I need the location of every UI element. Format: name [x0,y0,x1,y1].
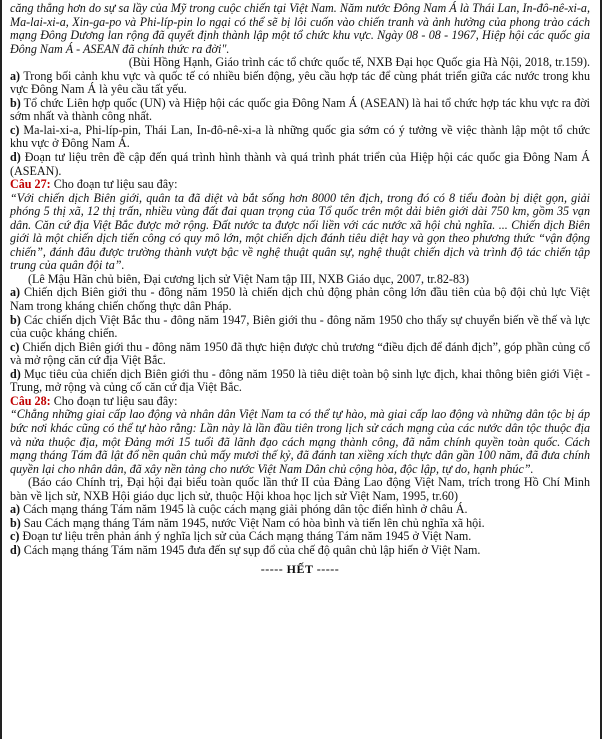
question-27-option-d: d) Mục tiêu của chiến dịch Biên giới thu - đông năm 1950 là tiêu diệt toàn bộ sinh lực địch, khai thông biên giới Việt - Trung, mở rộng và củng cố căn cứ địa Việt Bắc. [10,366,590,395]
question-27-source: (Lê Mậu Hãn chủ biên, Đại cương lịch sử Việt Nam tập III, NXB Giáo dục, 2007, tr.82-83) [28,271,470,286]
question-28-option-d: d) Cách mạng tháng Tám năm 1945 đưa đến sự sụp đổ của chế độ quân chủ lập hiến ở Việt Nam. [10,542,481,557]
question-28-source: (Báo cáo Chính trị, Đại hội đại biểu toàn quốc lần thứ II của Đảng Lao động Việt Nam, trích trong Hồ Chí Minh bàn về lịch sử, NXB Hội giáo dục lịch sử, thuộc Hội khoa học lịch sử Việt Nam, 1995, tr.60) [10,475,590,503]
top-source: (Bùi Hồng Hạnh, Giáo trình các tổ chức quốc tế, NXB Đại học Quốc gia Hà Nội, 2018, tr.159). [128,55,590,70]
question-28-heading [10,395,590,409]
top-quote: căng thẳng hơn do sự sa lầy của Mỹ trong cuộc chiến tại Việt Nam. Năm nước Đông Nam Á là Thái Lan, In-đô-nê-xi-a, Ma-lai-xi-a, Xin-ga-po và Phi-líp-pin lo ngại có thể sẽ bị lôi cuốn vào chiến tranh và ảnh hưởng của phong trào cách mạng Đông Dương lan rộng đã quyết định thành lập một tổ chức khu vực. Ngày 08 - 08 - 1967, Hiệp hội các quốc gia Đông Nam Á - ASEAN đã chính thức ra đời". [10,1,590,56]
question-27-prompt: Cho đoạn tư liệu sau đây: [53,177,178,192]
question-28-option-c: c) Đoạn tư liệu trên phản ánh ý nghĩa lịch sử của Cách mạng tháng Tám năm 1945 ở Việt Nam. [10,529,472,544]
question-27 [10,178,590,395]
end-marker: ----- HẾT ----- [260,562,340,577]
question-28-quote: “Chẳng những giai cấp lao động và nhân dân Việt Nam ta có thể tự hào, mà giai cấp lao động và những dân tộc bị áp bức nơi khác cũng có thể tự hào rằng: Lần này là lần đầu tiên trong lịch sử cách mạng của các nước dân tộc thuộc địa và nửa thuộc địa, một Đảng mới 15 tuổi đã lãnh đạo cách mạng thành công, đã nắm chính quyền toàn quốc. Cách mạng tháng Tám đã lật đổ nền quân chủ mấy mươi thế kỷ, đã đánh tan xiềng xích thực dân gần 100 năm, đã đưa chính quyền lại cho nhân dân, đã xây nền tảng cho nước Việt Nam Dân chủ cộng hòa, độc lập, tự do, hạnh phúc”. [10,407,590,476]
top-option-b: b) Tổ chức Liên hợp quốc (UN) và Hiệp hội các quốc gia Đông Nam Á (ASEAN) là hai tổ chức hợp tác khu vực ra đời sớm nhất và thành công nhất. [10,95,590,124]
question-28-prompt: Cho đoạn tư liệu sau đây: [53,393,178,408]
question-27-quote: “Với chiến dịch Biên giới, quân ta đã diệt và bắt sống hơn 8000 tên địch, trong đó có 8 tiểu đoàn bị diệt gọn, giải phóng 5 thị xã, 12 thị trấn, nhiều vùng đất đai quan trọng của Tổ quốc trên một dải biên giới dài 750 km, gồm 35 vạn dân. Căn cứ địa Việt Bắc được mở rộng. Đất nước ta được nối liền với các nước xã hội chủ nghĩa. ... Chiến dịch Biên giới là một chiến dịch tiến công có quy mô lớn, một chiến dịch đánh tiêu diệt hay và gọn theo phương thức “vận động chiến”, đánh đâu được trường thành vượt bậc về nghệ thuật quân sự, nghệ thuật chiến dịch và trình độ tác chiến tập trung của quân đội ta”. [10,190,590,273]
question-27-option-b: b) Các chiến dịch Việt Bắc thu - đông năm 1947, Biên giới thu - đông năm 1950 cho thấy sự chuyển biến về thế và lực của cuộc kháng chiến. [10,312,590,341]
question-28-option-a: a) Cách mạng tháng Tám năm 1945 là cuộc cách mạng giải phóng dân tộc điển hình ở châu Á. [10,502,468,517]
question-27-heading [10,178,590,192]
question-28 [10,395,590,558]
top-options [10,70,590,178]
question-27-label: Câu 27: [10,177,51,192]
top-option-c: c) Ma-lai-xi-a, Phi-líp-pin, Thái Lan, In-đô-nê-xi-a là những quốc gia sớm có ý tưởng về việc thành lập một tổ chức khu vực ở Đông Nam Á. [10,122,590,151]
question-27-option-a: a) Chiến dịch Biên giới thu - đông năm 1950 là chiến dịch chủ động phản công lớn đầu tiên của bộ đội chủ lực Việt Nam trong kháng chiến chống thực dân Pháp. [10,285,590,314]
question-28-option-b: b) Sau Cách mạng tháng Tám năm 1945, nước Việt Nam có hòa bình và tiến lên chủ nghĩa xã hội. [10,515,485,530]
top-option-d: d) Đoạn tư liệu trên đề cập đến quá trình hình thành và quá trình phát triển của Hiệp hội các quốc gia Đông Nam Á (ASEAN). [10,150,590,178]
question-27-option-c: c) Chiến dịch Biên giới thu - đông năm 1950 đã thực hiện được chủ trương “điều địch để đánh địch”, góp phần củng cố và mở rộng căn cứ địa Việt Bắc. [10,339,590,368]
question-28-label: Câu 28: [10,393,51,408]
top-option-a: a) Trong bối cảnh khu vực và quốc tế có nhiều biến động, yêu cầu hợp tác để cùng phát triển giữa các nước trong khu vực Đông Nam Á là yêu cầu tất yếu. [10,68,590,97]
